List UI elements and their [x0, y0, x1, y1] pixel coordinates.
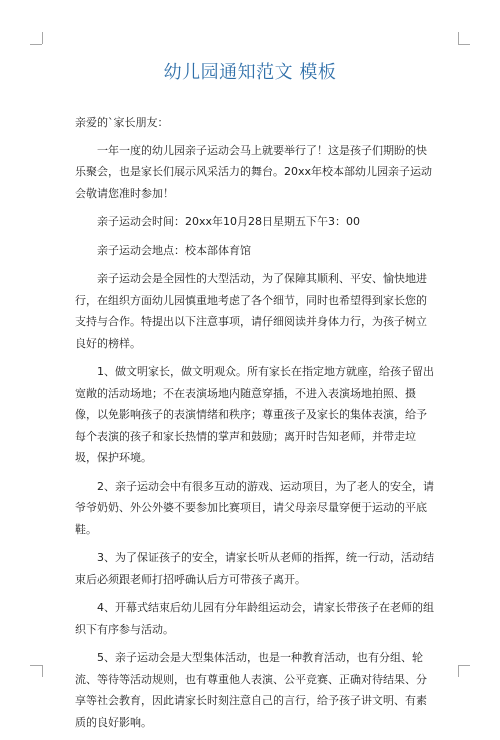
paragraph-location: 亲子运动会地点：校本部体育馆: [97, 243, 251, 257]
crop-mark-top-left: [30, 44, 42, 45]
paragraph-rule-4: 4、开幕式结束后幼儿园有分年龄组运动会，请家长带孩子在老师的组织下有序参与活动。: [75, 601, 434, 636]
paragraph-rule-2: 2、亲子运动会中有很多互动的游戏、运动项目，为了老人的安全，请爷爷奶奶、外公外婆不要参加比赛项目，请父母亲尽量穿便于运动的平底鞋。: [75, 479, 434, 536]
crop-mark-top-right: [458, 44, 470, 45]
paragraph-rule-5: 5、亲子运动会是大型集体活动，也是一种教育活动，也有分组、轮流、等待等活动规则，也有尊重他人表演、公平竞赛、正确对待结果、分享等社会教育，因此请家长时刻注意自己的言行，给予孩子讲文明、有素质的良好影响。: [75, 651, 427, 729]
crop-mark-top-right: [458, 32, 459, 44]
paragraph-intro: 一年一度的幼儿园亲子运动会马上就要举行了！这是孩子们期盼的快乐聚会，也是家长们展示风采活力的舞台。20xx年校本部幼儿园亲子运动会敬请您准时参加！: [75, 143, 433, 200]
paragraph-rule-3: 3、为了保证孩子的安全，请家长听从老师的指挥，统一行动，活动结束后必须跟老师打招呼确认后方可带孩子离开。: [75, 551, 434, 586]
crop-mark-bottom-left: [42, 665, 43, 677]
crop-mark-top-left: [42, 32, 43, 44]
salutation: 亲爱的`家长朋友：: [75, 116, 169, 129]
crop-mark-bottom-right: [458, 665, 470, 666]
paragraph-rule-1: 1、做文明家长，做文明观众。所有家长在指定地方就座，给孩子留出宽敞的活动场地；不在表演场地内随意穿插，不进入表演场地拍照、摄像，以免影响孩子的表演情绪和秩序；尊重孩子及家长的集体表演，给予每个表演的孩子和家长热情的掌声和鼓励；离开时告知老师，并带走垃圾，保护环境。: [75, 365, 434, 464]
paragraph-time: 亲子运动会时间：20xx年10月28日星期五下午3：00: [97, 215, 361, 228]
document-body: [75, 112, 435, 740]
document-title: 幼儿园通知范文 模板: [163, 62, 337, 83]
crop-mark-bottom-left: [30, 665, 42, 666]
crop-mark-bottom-right: [458, 665, 459, 677]
paragraph-notice: 亲子运动会是全园性的大型活动，为了保障其顺利、平安、愉快地进行，在组织方面幼儿园慎重地考虑了各个细节，同时也希望得到家长您的支持与合作。特提出以下注意事项，请仔细阅读并身体力行，为孩子树立良好的榜样。: [75, 272, 427, 350]
